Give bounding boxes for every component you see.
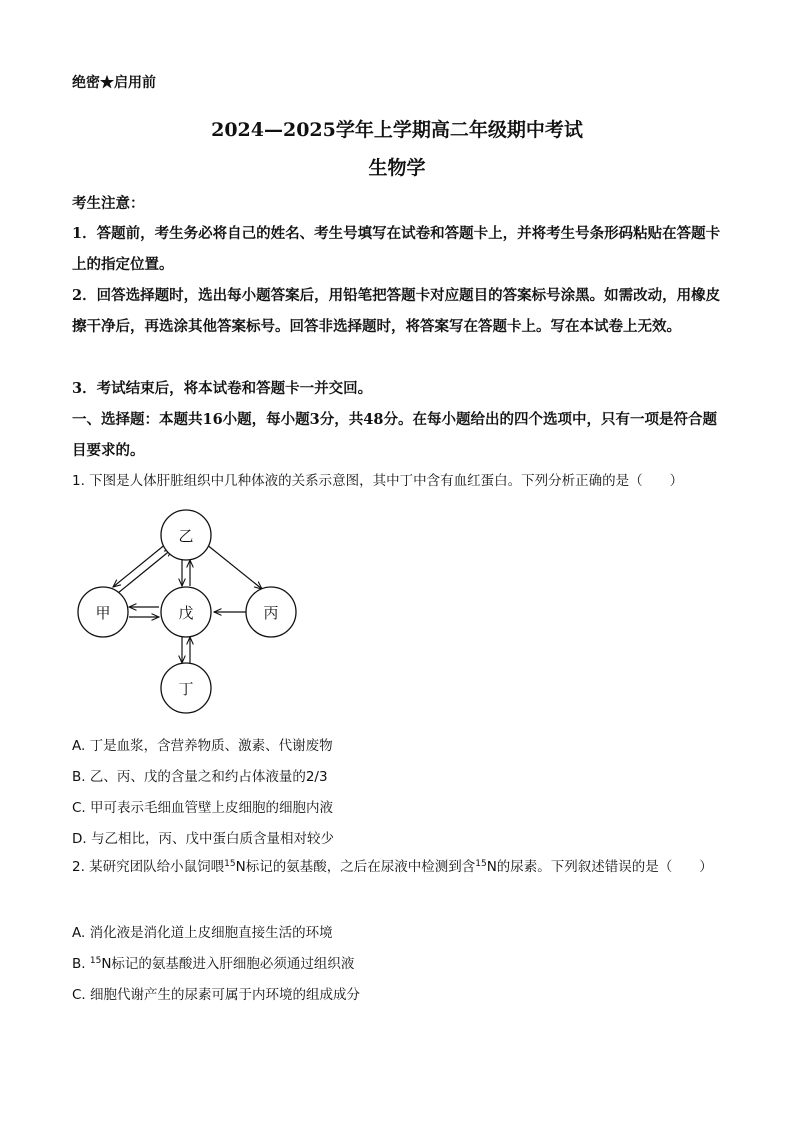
question-2-stem xyxy=(72,852,722,883)
q2-stem-pre: 2. 某研究团队给小鼠饲喂 xyxy=(72,859,225,875)
node-bing-label: 丙 xyxy=(263,604,279,622)
confidential-label: 绝密★启用前 xyxy=(72,75,156,91)
q2-isotope-2: 15 xyxy=(475,859,487,869)
q2-stem-mid: N标记的氨基酸，之后在尿液中检测到含 xyxy=(235,859,476,875)
body-fluid-diagram xyxy=(72,503,312,718)
subject-title: 生物学 xyxy=(368,157,426,179)
arrow-yi-to-bing xyxy=(206,544,262,589)
q2-option-b xyxy=(72,952,354,972)
q2-option-c: C. 细胞代谢产生的尿素可属于内环境的组成成分 xyxy=(72,987,361,1003)
arrow-jia-to-yi xyxy=(118,549,172,593)
q2-option-b-text: N标记的氨基酸进入肝细胞必须通过组织液 xyxy=(101,956,355,972)
q2-option-b-isotope: 15 xyxy=(89,956,102,966)
q1-option-b: B. 乙、丙、戊的含量之和约占体液量的2/3 xyxy=(72,769,328,785)
q2-option-b-prefix: B. xyxy=(72,956,90,972)
q1-option-d: D. 与乙相比，丙、戊中蛋白质含量相对较少 xyxy=(72,831,334,847)
arrow-yi-to-jia xyxy=(113,543,167,587)
node-yi-label: 乙 xyxy=(178,527,194,545)
q1-option-c: C. 甲可表示毛细血管壁上皮细胞的细胞内液 xyxy=(72,800,334,816)
question-1-stem: 1. 下图是人体肝脏组织中几种体液的关系示意图，其中丁中含有血红蛋白。下列分析正确的是（ ） xyxy=(72,473,684,489)
section-heading: 一、选择题：本题共16小题，每小题3分，共48分。在每小题给出的四个选项中，只有一项是符合题目要求的。 xyxy=(72,411,717,459)
q2-stem-post: N的尿素。下列叙述错误的是（ ） xyxy=(486,859,713,875)
node-wu-label: 戊 xyxy=(178,604,194,622)
q2-option-a: A. 消化液是消化道上皮细胞直接生活的环境 xyxy=(72,925,333,941)
notice-item-3: 3．考试结束后，将本试卷和答题卡一并交回。 xyxy=(72,380,373,397)
q2-isotope-1: 15 xyxy=(224,859,236,869)
notice-heading: 考生注意： xyxy=(72,195,145,212)
notice-item-2: 2．回答选择题时，选出每小题答案后，用铅笔把答题卡对应题目的答案标号涂黑。如需改动，用橡皮擦干净后，再选涂其他答案标号。回答非选择题时，将答案写在答题卡上。写在本试卷上无效。 xyxy=(72,287,721,335)
q1-option-a: A. 丁是血浆，含营养物质、激素、代谢废物 xyxy=(72,738,333,754)
node-jia-label: 甲 xyxy=(95,604,111,622)
notice-item-1: 1．答题前，考生务必将自己的姓名、考生号填写在试卷和答题卡上，并将考生号条形码粘贴在答题卡上的指定位置。 xyxy=(72,225,721,273)
node-ding-label: 丁 xyxy=(178,680,194,698)
exam-title: 2024—2025学年上学期高二年级期中考试 xyxy=(211,119,583,141)
